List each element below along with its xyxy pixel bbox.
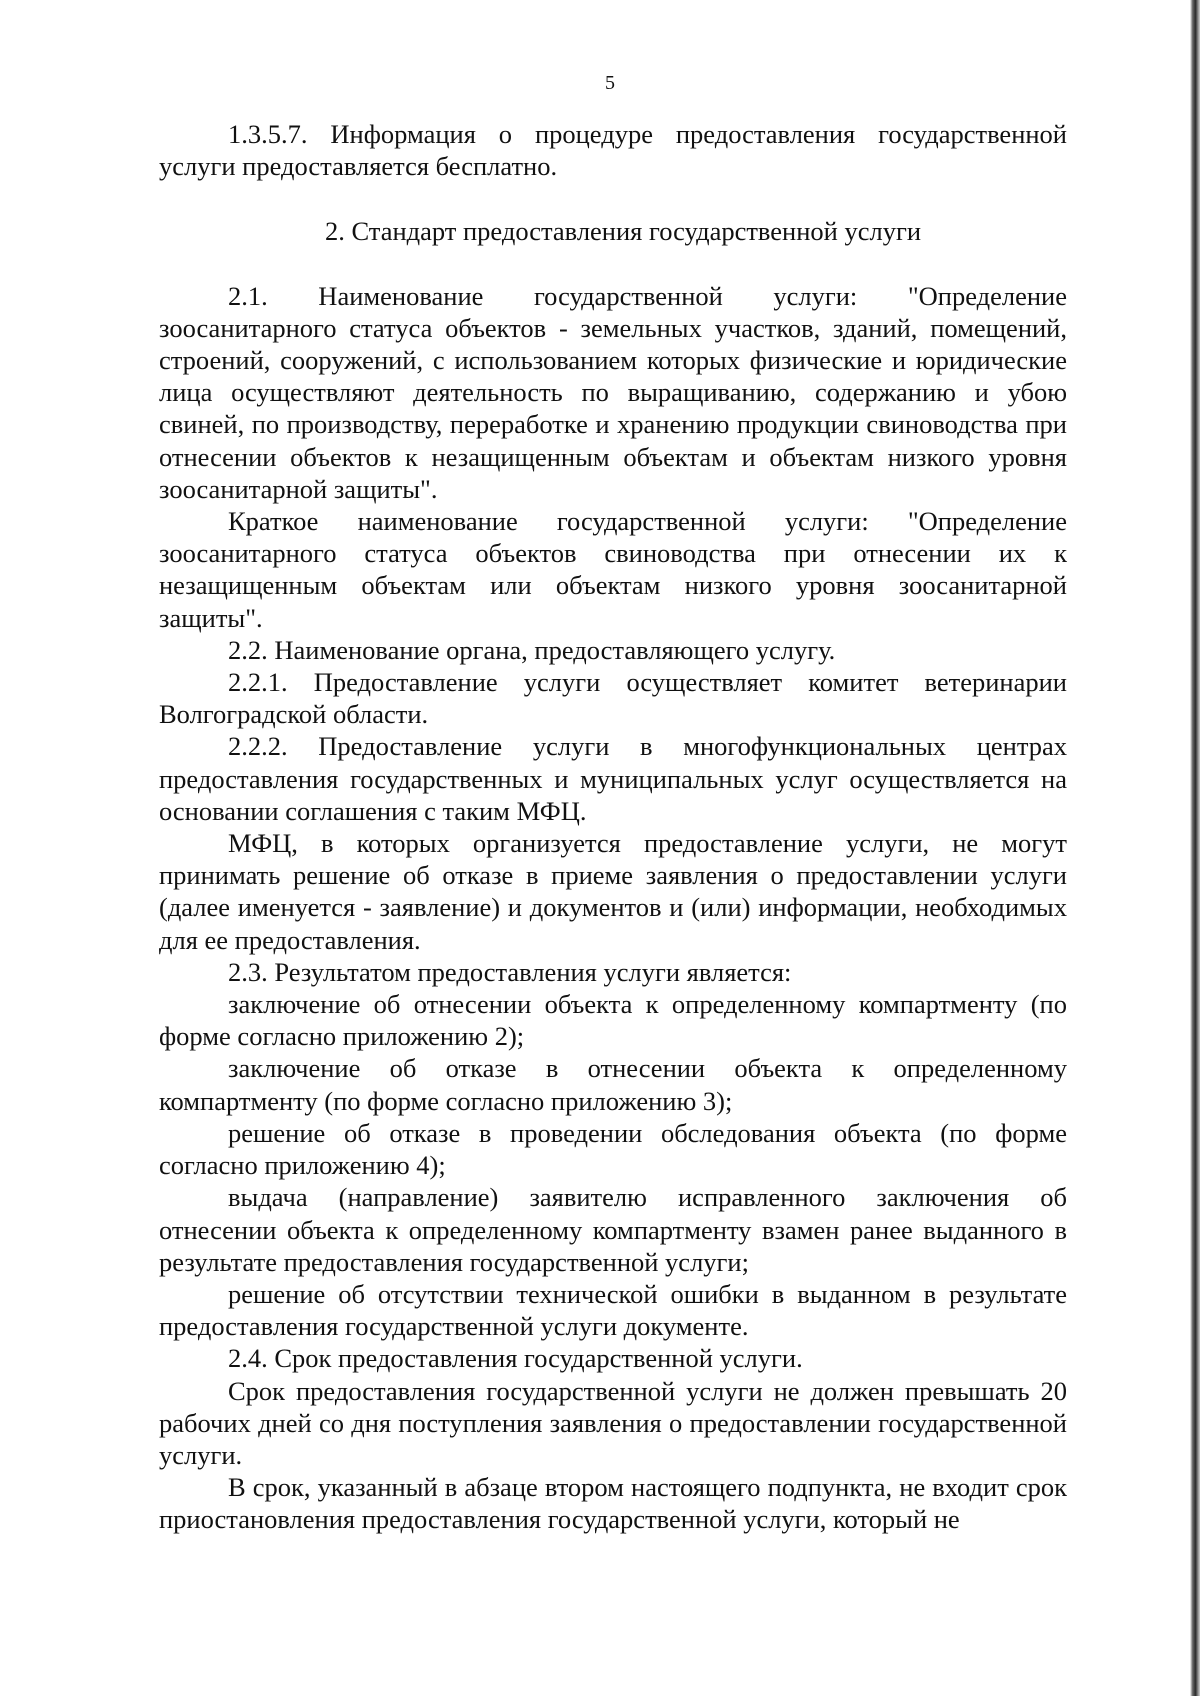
result-item-4: выдача (направление) заявителю исправленного заключения об отнесении объекта к определенному компартменту взамен ранее выданного в результате предоставления государственной услуги; — [159, 1182, 1067, 1277]
paragraph-2-2: 2.2. Наименование органа, предоставляющего услугу. — [228, 634, 836, 665]
result-item-2: заключение об отказе в отнесении объекта к определенному компартменту (по форме согласно приложению 3); — [159, 1053, 1067, 1116]
paragraph-mfc: МФЦ, в которых организуется предоставление услуги, не могут принимать решение об отказе в приеме заявления о предоставлении услуги (далее именуется - заявление) и документов и (или) информации, необходимых для ее предоставления. — [159, 828, 1067, 955]
result-item-1: заключение об отнесении объекта к определенному компартменту (по форме согласно приложению 2); — [159, 989, 1067, 1052]
document-body — [159, 118, 1067, 1536]
paragraph-term-exclusion: В срок, указанный в абзаце втором настоящего подпункта, не входит срок приостановления предоставления государственной услуги, который не — [159, 1472, 1067, 1535]
paragraph-2-4: 2.4. Срок предоставления государственной услуги. — [228, 1343, 803, 1374]
result-item-5: решение об отсутствии технической ошибки в выданном в результате предоставления государственной услуги документе. — [159, 1278, 1067, 1342]
result-item-3: решение об отказе в проведении обследования объекта (по форме согласно приложению 4); — [159, 1117, 1067, 1181]
section-heading: 2. Стандарт предоставления государственной услуги — [324, 216, 922, 247]
paragraph-short-name: Краткое наименование государственной услуги: "Определение зоосанитарного статуса объектов свиноводства при отнесении их к незащищенным объектам или объектам низкого уровня зоосанитарной защиты". — [159, 506, 1067, 633]
paragraph-2-3: 2.3. Результатом предоставления услуги является: — [228, 956, 792, 987]
paragraph-2-1: 2.1. Наименование государственной услуги: "Определение зоосанитарного статуса объектов - земельных участков, зданий, помещений, строений, сооружений, с использованием которых физические и юридические лица осуществляют деятельность по выращиванию, содержанию и убою свиней, по производству, переработке и хранению продукции свиноводства при отнесении объектов к незащищенным объектам и объектам низкого уровня зоосанитарной защиты". — [159, 280, 1067, 504]
scan-edge-shadow — [1190, 0, 1200, 1696]
paragraph-term: Срок предоставления государственной услуги не должен превышать 20 рабочих дней со дня поступления заявления о предоставлении государственной услуги. — [159, 1375, 1067, 1470]
page-number: 5 — [605, 72, 615, 94]
paragraph-2-2-1: 2.2.1. Предоставление услуги осуществляет комитет ветеринарии Волгоградской области. — [159, 667, 1067, 730]
paragraph-1-3-5-7: 1.3.5.7. Информация о процедуре предоставления государственной услуги предоставляется бесплатно. — [159, 119, 1067, 182]
paragraph-2-2-2: 2.2.2. Предоставление услуги в многофункциональных центрах предоставления государственных и муниципальных услуг осуществляется на основании соглашения с таким МФЦ. — [159, 731, 1067, 826]
